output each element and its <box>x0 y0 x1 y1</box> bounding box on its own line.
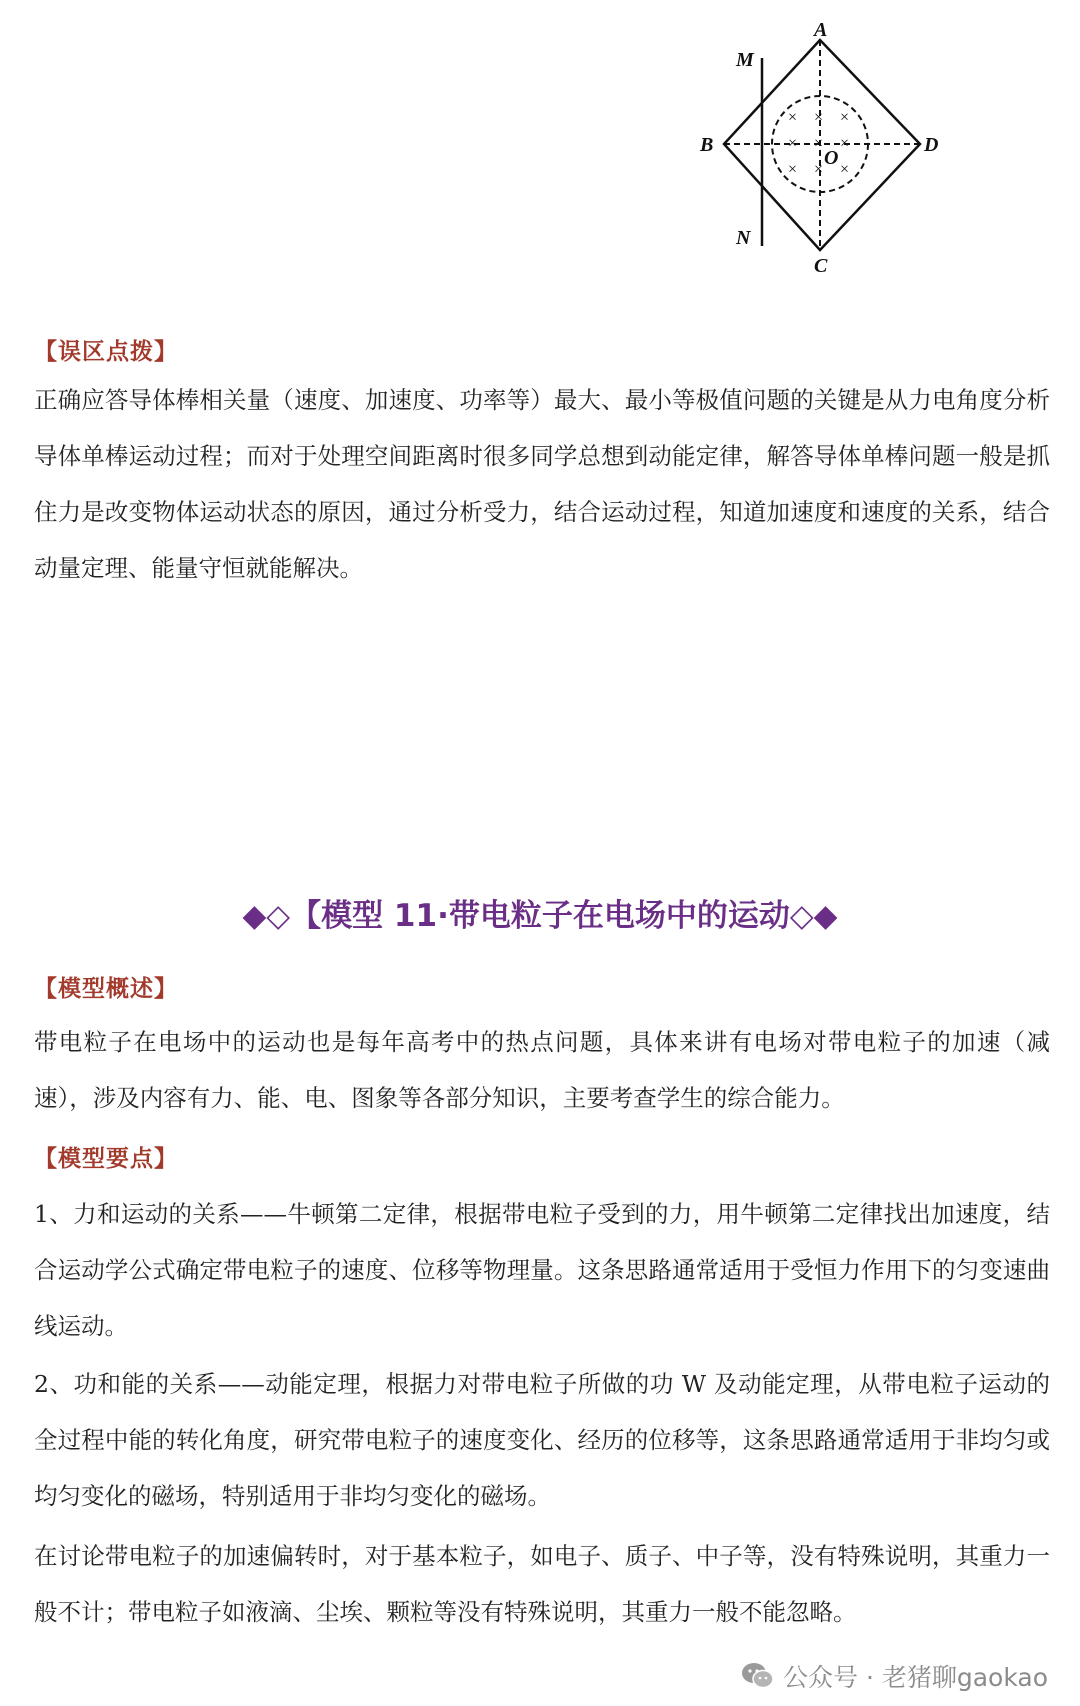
field-mark: × <box>788 161 798 178</box>
field-mark: × <box>814 161 824 178</box>
label-a: A <box>814 19 828 41</box>
field-mark: × <box>840 161 850 178</box>
model-title-text: ◆◇【模型 11·带电粒子在电场中的运动◇◆ <box>242 898 838 934</box>
overview-tag: 【模型概述】 <box>34 975 178 1002</box>
field-mark: × <box>788 109 798 126</box>
field-mark: × <box>840 135 850 152</box>
misconception-paragraph: 正确应答导体棒相关量（速度、加速度、功率等）最大、最小等极值问题的关键是从力电角度分析导体单棒运动过程；而对于处理空间距离时很多同学总想到动能定律，解答导体单棒问题一般是抓住力是改变物体运动状态的原因，通过分析受力，结合运动过程，知道加速度和速度的关系，结合动量定理、能量守恒就能解决。 <box>34 386 1050 582</box>
misconception-tag: 【误区点拨】 <box>34 338 178 365</box>
watermark-text: 公众号 · 老猪聊gaokao <box>783 1663 1048 1692</box>
label-b: B <box>700 134 714 156</box>
model-title <box>0 890 1080 935</box>
key-point-note: 在讨论带电粒子的加速偏转时，对于基本粒子，如电子、质子、中子等，没有特殊说明，其重力一般不计；带电粒子如液滴、尘埃、颗粒等没有特殊说明，其重力一般不能忽略。 <box>34 1542 1050 1626</box>
label-d: D <box>924 134 939 156</box>
watermark <box>741 1658 1048 1694</box>
label-m: M <box>736 49 754 71</box>
field-mark: × <box>814 135 824 152</box>
field-mark: × <box>840 109 850 126</box>
key-points-tag: 【模型要点】 <box>34 1145 178 1172</box>
key-point-1: 1、力和运动的关系——牛顿第二定律，根据带电粒子受到的力，用牛顿第二定律找出加速度，结合运动学公式确定带电粒子的速度、位移等物理量。这条思路通常适用于受恒力作用下的匀变速曲线运动。 <box>34 1200 1050 1340</box>
key-point-2: 2、功和能的关系——动能定理，根据力对带电粒子所做的功 W 及动能定理，从带电粒子运动的全过程中能的转化角度，研究带电粒子的速度变化、经历的位移等，这条思路通常适用于非均匀或均匀变化的磁场，特别适用于非均匀变化的磁场。 <box>34 1370 1050 1510</box>
field-mark: × <box>788 135 798 152</box>
label-c: C <box>814 255 828 277</box>
wechat-icon <box>741 1662 775 1690</box>
field-mark: × <box>814 109 824 126</box>
label-n: N <box>736 227 751 249</box>
overview-paragraph: 带电粒子在电场中的运动也是每年高考中的热点问题，具体来讲有电场对带电粒子的加速（减速），涉及内容有力、能、电、图象等各部分知识，主要考查学生的综合能力。 <box>34 1028 1050 1112</box>
label-o: O <box>824 147 839 169</box>
square-magnetic-field-diagram <box>700 19 1038 302</box>
